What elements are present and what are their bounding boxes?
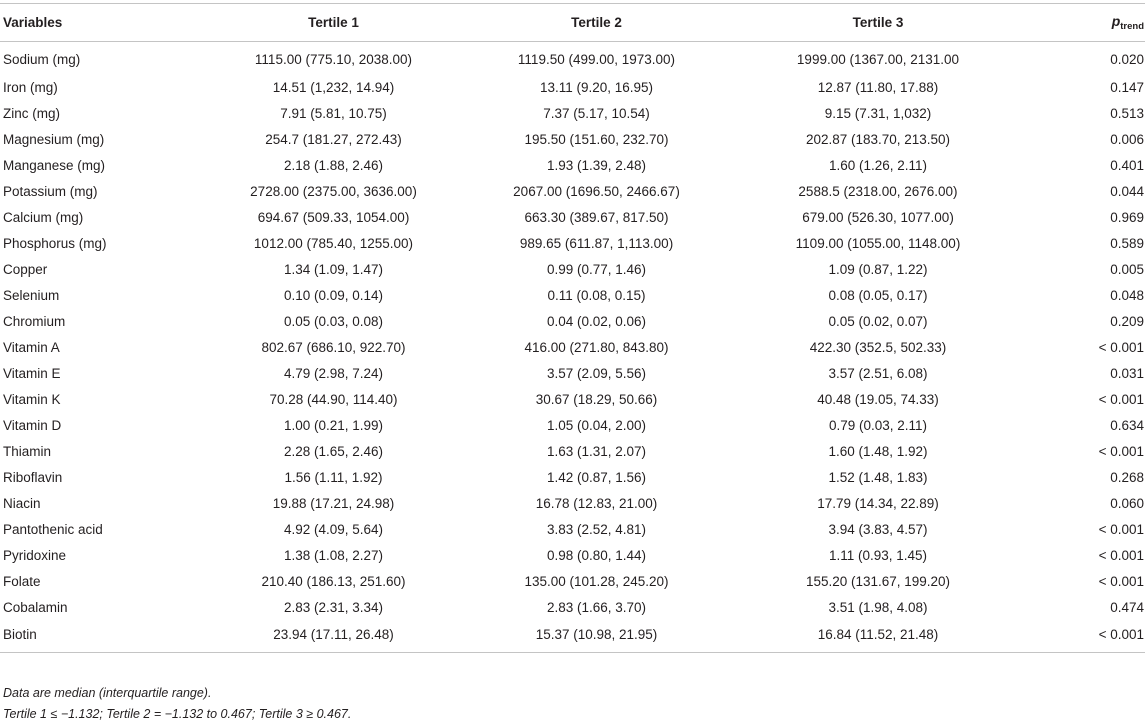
table-row [0, 412, 1145, 438]
cell-variable: Thiamin [3, 443, 52, 459]
cell-variable: Chromium [3, 313, 66, 329]
footnotes [3, 683, 351, 725]
table-row [0, 360, 1145, 386]
cell-p-trend: < 0.001 [1098, 391, 1144, 407]
cell-tertile-1: 23.94 (17.11, 26.48) [202, 620, 465, 653]
cell-variable: Vitamin K [3, 391, 61, 407]
cell-tertile-1: 1.56 (1.11, 1.92) [284, 469, 383, 485]
table-row [0, 152, 1145, 178]
cell-tertile-2: 989.65 (611.87, 1,113.00) [519, 235, 674, 251]
table-row [0, 542, 1145, 568]
cell-p-trend: < 0.001 [1098, 573, 1144, 589]
table-row [0, 126, 1145, 152]
cell-tertile-2: 663.30 (389.67, 817.50) [524, 209, 669, 225]
cell-tertile-2: 3.83 (2.52, 4.81) [546, 521, 647, 537]
cell-tertile-3: 1.60 (1.48, 1.92) [828, 443, 928, 459]
cell-p-trend: 0.031 [1110, 365, 1144, 381]
cell-tertile-3: 1.11 (0.93, 1.45) [828, 547, 928, 563]
cell-tertile-2: 0.11 (0.08, 0.15) [547, 287, 646, 303]
cell-tertile-1: 19.88 (17.21, 24.98) [272, 495, 395, 511]
cell-tertile-3: 2588.5 (2318.00, 2676.00) [798, 183, 958, 199]
cell-variable: Niacin [3, 495, 41, 511]
cell-variable: Potassium (mg) [3, 183, 98, 199]
table-row [0, 464, 1145, 490]
cell-tertile-2: 1.63 (1.31, 2.07) [546, 443, 647, 459]
cell-tertile-1: 210.40 (186.13, 251.60) [261, 573, 406, 589]
cell-tertile-1: 0.10 (0.09, 0.14) [283, 287, 384, 303]
cell-p-trend: < 0.001 [1098, 547, 1144, 563]
cell-p-trend: < 0.001 [1098, 339, 1144, 355]
table-row [0, 308, 1145, 334]
cell-p-trend: 0.147 [1110, 79, 1144, 95]
cell-variable: Vitamin E [3, 365, 61, 381]
cell-variable: Pyridoxine [3, 547, 67, 563]
cell-tertile-3: 9.15 (7.31, 1,032) [824, 105, 932, 121]
cell-tertile-2: 15.37 (10.98, 21.95) [465, 620, 728, 653]
table-row [0, 100, 1145, 126]
cell-tertile-3: 3.51 (1.98, 4.08) [828, 599, 928, 615]
cell-p-trend: 0.020 [1110, 52, 1144, 67]
table-header-row [0, 4, 1145, 42]
cell-tertile-2: 0.98 (0.80, 1.44) [546, 547, 647, 563]
cell-variable: Magnesium (mg) [3, 131, 105, 147]
cell-tertile-2: 0.99 (0.77, 1.46) [546, 261, 647, 277]
table-body [0, 42, 1145, 653]
cell-tertile-3: 12.87 (11.80, 17.88) [817, 79, 939, 95]
table-row [0, 386, 1145, 412]
cell-p-trend: < 0.001 [1098, 521, 1144, 537]
table-row [0, 620, 1145, 653]
cell-p-trend: 0.513 [1110, 105, 1144, 121]
cell-tertile-2: 2067.00 (1696.50, 2466.67) [513, 183, 680, 199]
cell-tertile-1: 1.00 (0.21, 1.99) [283, 417, 384, 433]
cell-p-trend: 0.401 [1110, 157, 1144, 173]
table-row [0, 42, 1145, 75]
cell-variable: Pantothenic acid [3, 521, 103, 537]
cell-tertile-3: 3.94 (3.83, 4.57) [828, 521, 928, 537]
cell-tertile-3: 1999.00 (1367.00, 2131.00 [796, 52, 960, 67]
cell-tertile-1: 70.28 (44.90, 114.40) [269, 391, 398, 407]
cell-tertile-2: 195.50 (151.60, 232.70) [524, 131, 669, 147]
cell-p-trend: < 0.001 [1098, 443, 1144, 459]
header-p-subscript: trend [1120, 21, 1144, 32]
cell-p-trend: 0.474 [1110, 599, 1144, 615]
cell-tertile-3: 40.48 (19.05, 74.33) [817, 391, 939, 407]
cell-variable: Vitamin A [3, 339, 60, 355]
table-row [0, 594, 1145, 620]
cell-variable: Cobalamin [3, 599, 68, 615]
cell-tertile-3: 0.79 (0.03, 2.11) [828, 417, 928, 433]
cell-tertile-1: 2728.00 (2375.00, 3636.00) [250, 183, 417, 199]
table-row [0, 256, 1145, 282]
cell-p-trend: 0.048 [1110, 287, 1144, 303]
cell-tertile-1: 4.92 (4.09, 5.64) [283, 521, 384, 537]
cell-tertile-2: 1.05 (0.04, 2.00) [546, 417, 647, 433]
cell-tertile-3: 1.60 (1.26, 2.11) [828, 157, 928, 173]
cell-p-trend: 0.005 [1110, 261, 1144, 277]
cell-tertile-2: 16.78 (12.83, 21.00) [535, 495, 658, 511]
cell-tertile-1: 1115.00 (775.10, 2038.00) [254, 52, 413, 67]
cell-variable: Copper [3, 261, 48, 277]
header-tertile-2: Tertile 2 [465, 4, 728, 42]
cell-tertile-2: 416.00 (271.80, 843.80) [524, 339, 669, 355]
cell-variable: Phosphorus (mg) [3, 235, 107, 251]
table-row [0, 516, 1145, 542]
cell-p-trend: 0.006 [1110, 131, 1144, 147]
cell-p-trend: 0.044 [1110, 183, 1144, 199]
cell-p-trend: < 0.001 [1028, 620, 1145, 653]
cell-tertile-1: 2.28 (1.65, 2.46) [283, 443, 384, 459]
footnote-data-description: Data are median (interquartile range). [3, 686, 212, 700]
cell-tertile-3: 16.84 (11.52, 21.48) [728, 620, 1028, 653]
cell-tertile-1: 14.51 (1,232, 14.94) [272, 79, 395, 95]
cell-tertile-3: 1.09 (0.87, 1.22) [828, 261, 928, 277]
cell-tertile-1: 2.18 (1.88, 2.46) [283, 157, 384, 173]
table-row [0, 438, 1145, 464]
cell-tertile-1: 1.38 (1.08, 2.27) [283, 547, 384, 563]
header-tertile-3: Tertile 3 [728, 4, 1028, 42]
cell-tertile-2: 1.42 (0.87, 1.56) [546, 469, 647, 485]
nutrient-tertile-table [0, 3, 1145, 653]
cell-tertile-2: 3.57 (2.09, 5.56) [546, 365, 647, 381]
table-row [0, 204, 1145, 230]
cell-variable: Zinc (mg) [3, 105, 60, 121]
cell-p-trend: 0.969 [1110, 209, 1144, 225]
cell-tertile-1: 2.83 (2.31, 3.34) [283, 599, 384, 615]
table-row [0, 178, 1145, 204]
cell-tertile-2: 2.83 (1.66, 3.70) [546, 599, 647, 615]
table-row [0, 334, 1145, 360]
cell-p-trend: 0.060 [1110, 495, 1144, 511]
cell-variable: Vitamin D [3, 417, 62, 433]
cell-tertile-1: 694.67 (509.33, 1054.00) [257, 209, 410, 225]
cell-tertile-3: 1109.00 (1055.00, 1148.00) [795, 235, 961, 251]
cell-tertile-1: 1012.00 (785.40, 1255.00) [253, 235, 414, 251]
cell-p-trend: 0.209 [1110, 313, 1144, 329]
cell-tertile-2: 135.00 (101.28, 245.20) [524, 573, 669, 589]
table-row [0, 74, 1145, 100]
cell-tertile-3: 679.00 (526.30, 1077.00) [802, 209, 954, 225]
cell-tertile-1: 7.91 (5.81, 10.75) [280, 105, 387, 121]
cell-variable: Selenium [3, 287, 60, 303]
cell-variable: Biotin [0, 620, 202, 653]
table-row [0, 282, 1145, 308]
cell-tertile-3: 202.87 (183.70, 213.50) [805, 131, 951, 147]
cell-tertile-2: 7.37 (5.17, 10.54) [543, 105, 650, 121]
cell-tertile-3: 422.30 (352.5, 502.33) [809, 339, 947, 355]
cell-p-trend: 0.589 [1110, 235, 1144, 251]
cell-tertile-1: 4.79 (2.98, 7.24) [283, 365, 384, 381]
cell-tertile-3: 155.20 (131.67, 199.20) [805, 573, 951, 589]
cell-tertile-1: 802.67 (686.10, 922.70) [261, 339, 406, 355]
cell-tertile-2: 30.67 (18.29, 50.66) [535, 391, 658, 407]
header-p-trend [1028, 4, 1145, 42]
cell-tertile-2: 13.11 (9.20, 16.95) [539, 79, 654, 95]
cell-tertile-3: 0.05 (0.02, 0.07) [828, 313, 928, 329]
header-p-letter: p [1111, 13, 1121, 29]
cell-tertile-3: 0.08 (0.05, 0.17) [828, 287, 928, 303]
cell-tertile-3: 1.52 (1.48, 1.83) [828, 469, 928, 485]
cell-p-trend: 0.268 [1110, 469, 1144, 485]
header-variables: Variables [0, 4, 202, 42]
header-tertile-1: Tertile 1 [202, 4, 465, 42]
cell-variable: Sodium (mg) [3, 52, 81, 67]
table-row [0, 490, 1145, 516]
cell-variable: Iron (mg) [3, 79, 58, 95]
table-row [0, 568, 1145, 594]
cell-variable: Calcium (mg) [3, 209, 84, 225]
cell-tertile-2: 1.93 (1.39, 2.48) [546, 157, 647, 173]
cell-tertile-1: 1.34 (1.09, 1.47) [283, 261, 384, 277]
cell-variable: Folate [3, 573, 41, 589]
cell-tertile-2: 0.04 (0.02, 0.06) [546, 313, 647, 329]
cell-variable: Riboflavin [3, 469, 63, 485]
cell-tertile-2: 1119.50 (499.00, 1973.00) [517, 52, 676, 67]
cell-variable: Manganese (mg) [3, 157, 106, 173]
cell-tertile-3: 17.79 (14.34, 22.89) [817, 495, 939, 511]
cell-tertile-1: 0.05 (0.03, 0.08) [283, 313, 384, 329]
cell-tertile-1: 254.7 (181.27, 272.43) [265, 131, 402, 147]
cell-tertile-3: 3.57 (2.51, 6.08) [828, 365, 928, 381]
table-row [0, 230, 1145, 256]
footnote-tertile-definition: Tertile 1 ≤ −1.132; Tertile 2 = −1.132 to 0.467; Tertile 3 ≥ 0.467. [3, 707, 352, 721]
cell-p-trend: 0.634 [1110, 417, 1144, 433]
